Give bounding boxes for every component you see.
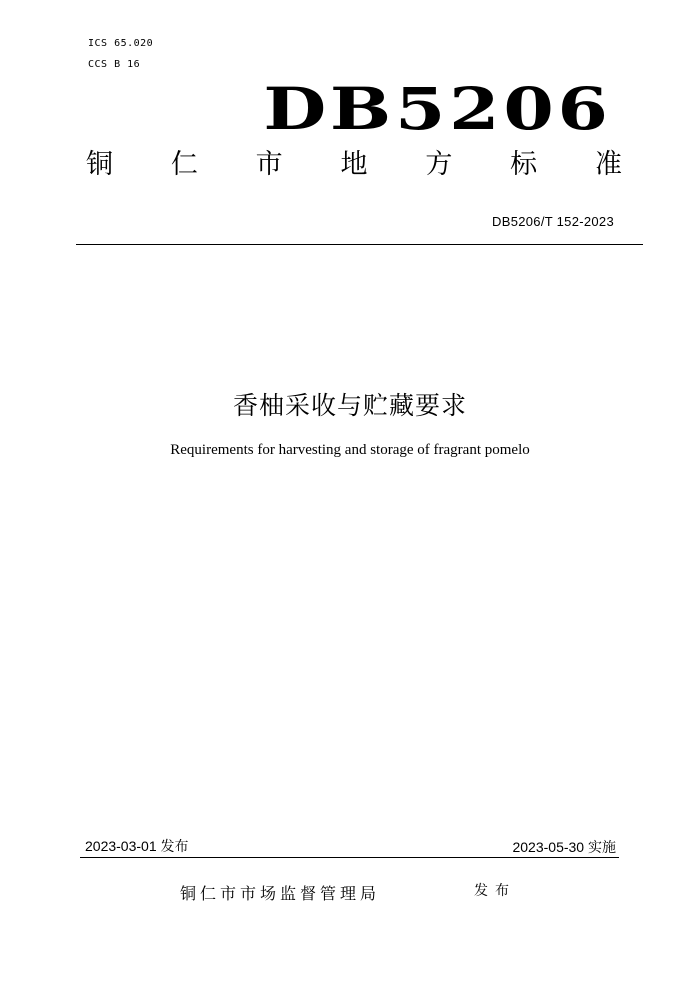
issuing-authority: 铜仁市市场监督管理局 xyxy=(180,884,381,903)
issue-label: 发布 xyxy=(474,883,516,899)
standard-type xyxy=(86,151,622,178)
standard-type-char: 准 xyxy=(594,149,622,180)
standard-code-logo: DB5206 xyxy=(263,75,612,143)
publish-date: 2023-03-01 发布 xyxy=(85,838,189,854)
standard-type-char: 方 xyxy=(425,149,453,180)
standard-type-char: 地 xyxy=(340,149,368,180)
standard-type-char: 标 xyxy=(510,149,538,180)
implement-date: 2023-05-30 实施 xyxy=(512,839,616,855)
header-divider xyxy=(76,244,643,245)
standard-number: DB5206/T 152-2023 xyxy=(492,214,614,229)
ccs-code: CCS B 16 xyxy=(88,59,141,70)
document-title-zh: 香柚采收与贮藏要求 xyxy=(232,391,467,420)
standard-type-char: 市 xyxy=(255,149,283,180)
standard-type-char: 铜 xyxy=(86,149,113,180)
document-title-en: Requirements for harvesting and storage of fragrant pomelo xyxy=(170,442,530,458)
ics-code: ICS 65.020 xyxy=(88,38,154,49)
footer-divider xyxy=(80,857,619,858)
standard-type-char: 仁 xyxy=(170,149,198,180)
